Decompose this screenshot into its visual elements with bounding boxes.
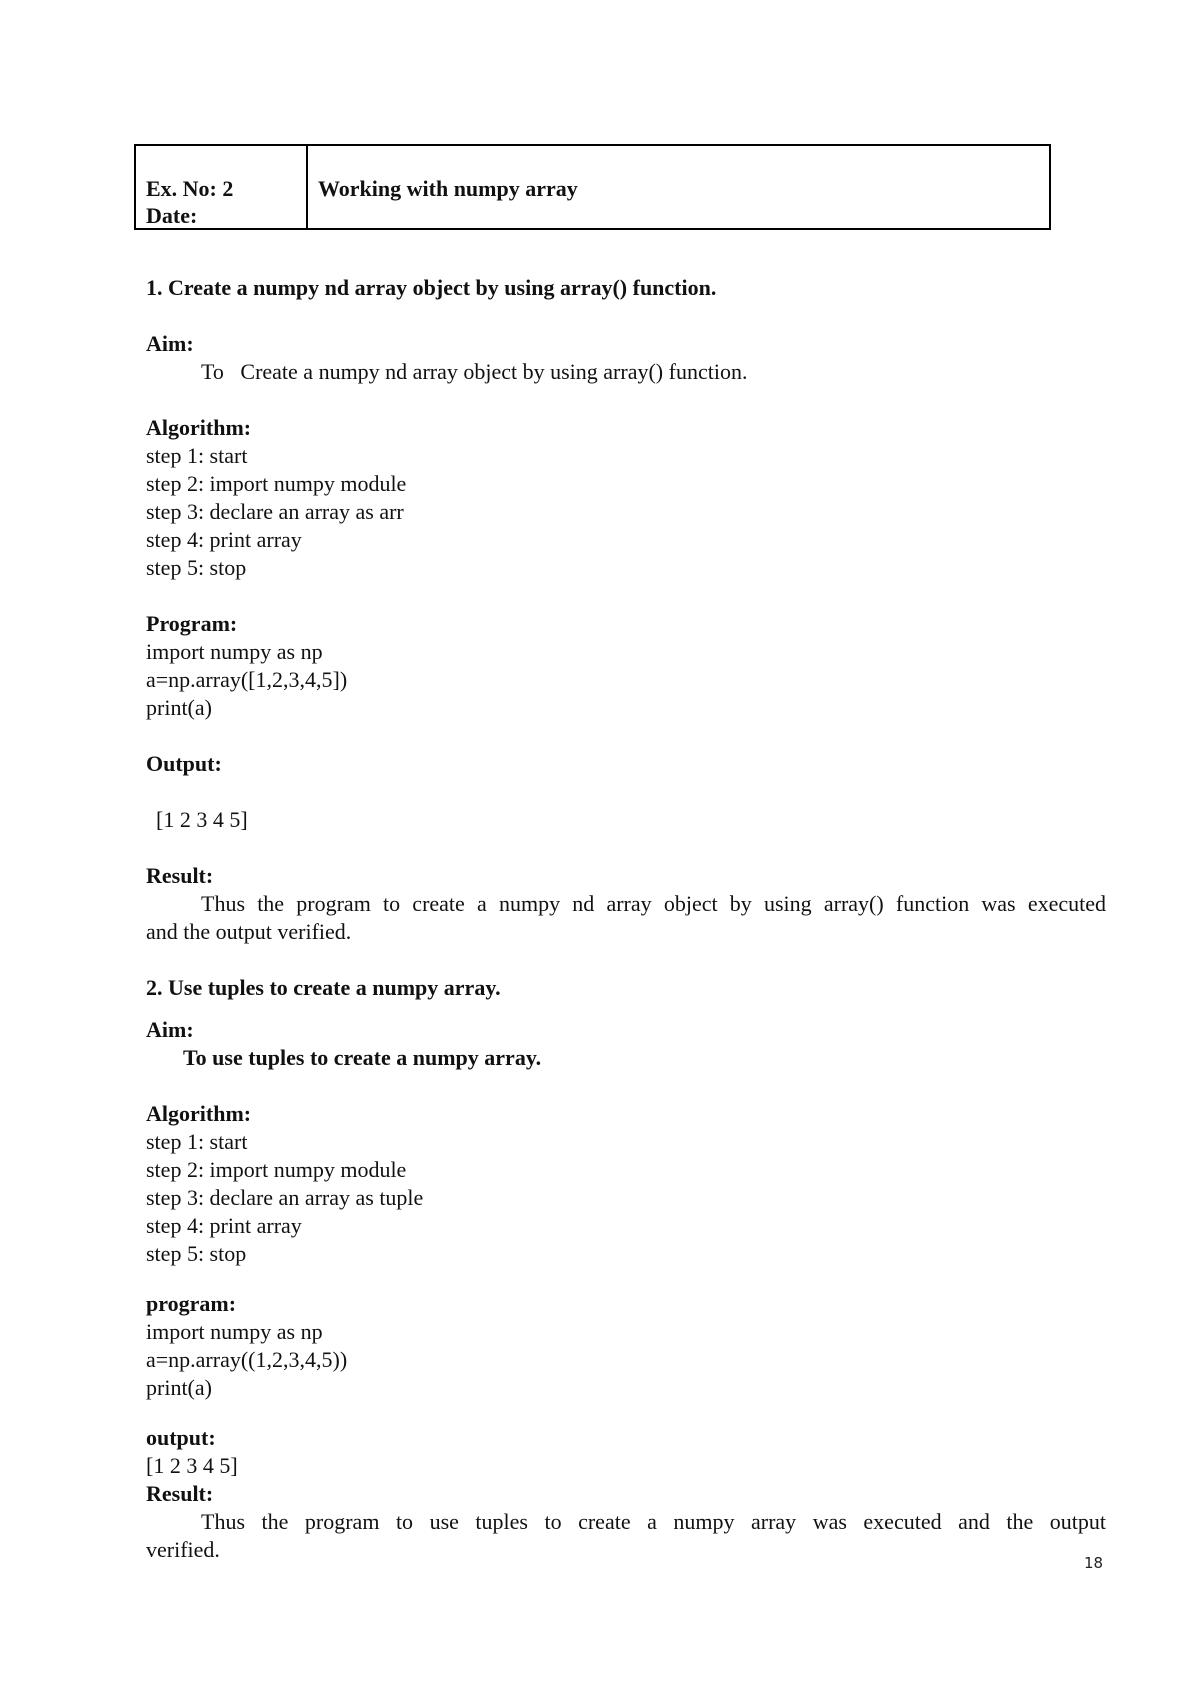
section2-aim-text: To use tuples to create a numpy array. [183,1045,542,1070]
section1-program-line: a=np.array([1,2,3,4,5]) [146,667,348,692]
page-number: 18 [1084,1554,1104,1572]
header-table [134,144,1051,230]
section1-aim-text: To Create a numpy nd array object by using array() function. [201,359,748,384]
section2-result-line2: verified. [146,1537,220,1562]
section1-result-line2: and the output verified. [146,919,352,944]
section1-algorithm-label: Algorithm: [146,415,252,440]
section2-result-line1: Thus the program to use tuples to create a numpy array was executed and the output [201,1509,1106,1534]
section2-step: step 3: declare an array as tuple [146,1185,424,1210]
section1-aim-label: Aim: [146,331,194,356]
section1-program-line: print(a) [146,695,212,720]
section2-step: step 5: stop [146,1241,247,1266]
section2-program-line: a=np.array((1,2,3,4,5)) [146,1347,348,1372]
exercise-number: Ex. No: 2 [146,176,234,201]
section2-algorithm-label: Algorithm: [146,1101,252,1126]
header-title-cell [308,146,1049,228]
section1-result-label: Result: [146,863,214,888]
document-body [146,274,1106,1564]
section1-program-line: import numpy as np [146,639,323,664]
exercise-title: Working with numpy array [318,176,578,201]
section2-step: step 1: start [146,1129,248,1154]
header-left-cell [136,146,308,228]
section2-step: step 2: import numpy module [146,1157,407,1182]
section2-program-label: program: [146,1291,237,1316]
section2-result-label: Result: [146,1481,214,1506]
section1-step: step 5: stop [146,555,247,580]
section1-program-label: Program: [146,611,238,636]
section1-heading: 1. Create a numpy nd array object by using array() function. [146,275,717,300]
section1-result-line1: Thus the program to create a numpy nd array object by using array() function was executed [201,891,1106,916]
section1-output-text: [1 2 3 4 5] [156,807,248,832]
section2-program-line: import numpy as np [146,1319,323,1344]
exercise-date: Date: [146,203,198,228]
section1-output-label: Output: [146,751,222,776]
section2-step: step 4: print array [146,1213,302,1238]
section2-output-text: [1 2 3 4 5] [146,1453,238,1478]
section2-output-label: output: [146,1425,216,1450]
section2-heading: 2. Use tuples to create a numpy array. [146,975,501,1000]
section1-step: step 2: import numpy module [146,471,407,496]
section2-program-line: print(a) [146,1375,212,1400]
section1-step: step 1: start [146,443,248,468]
section2-aim-label: Aim: [146,1017,194,1042]
section1-step: step 4: print array [146,527,302,552]
section1-step: step 3: declare an array as arr [146,499,404,524]
